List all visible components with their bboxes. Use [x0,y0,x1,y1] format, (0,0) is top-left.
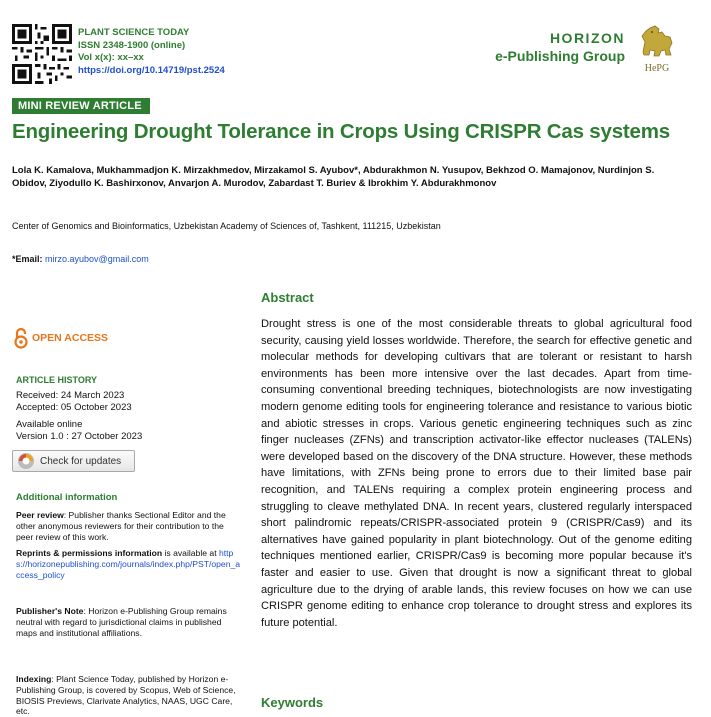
open-access-icon [14,327,28,349]
indexing-text: : Plant Science Today, published by Horizon e-Publishing Group, is covered by Scopus, Web of Science, BIOSIS Previews, Clarivate Analytics, NAAS, UGC Care, etc. [16,674,236,717]
abstract-heading: Abstract [261,290,314,305]
publisher-note [16,606,242,638]
check-updates-icon [17,452,35,470]
keywords-heading: Keywords [261,695,324,710]
article-title: Engineering Drought Tolerance in Crops Using CRISPR Cas systems [12,120,670,143]
qr-code [12,24,72,84]
peer-review-label: Peer review [16,510,64,520]
publisher-logo [637,22,677,72]
publisher-name [495,30,625,64]
publisher-line1: HORIZON [549,30,625,46]
corresponding-email [12,254,149,264]
reprints-text: is available at [162,548,219,558]
email-label: *Email: [12,254,43,264]
article-history [16,390,142,443]
publisher-note-label: Publisher's Note [16,606,84,616]
indexing-label: Indexing [16,674,52,684]
reprints-link[interactable]: https://horizonepublishing.com/journals/index.php/PST/open_access_policy [16,548,241,580]
journal-name: PLANT SCIENCE TODAY [78,27,190,38]
received-date: Received: 24 March 2023 [16,390,125,401]
article-history-heading: ARTICLE HISTORY [16,375,98,385]
open-access-label: OPEN ACCESS [32,332,109,344]
version-date: Version 1.0 : 27 October 2023 [16,431,143,442]
publisher-line2: e-Publishing Group [495,48,625,64]
doi-link[interactable]: https://doi.org/10.14719/pst.2524 [78,64,225,76]
reprints-label: Reprints & permissions information [16,548,163,558]
peer-review-note [16,510,242,542]
journal-issn: ISSN 2348-1900 (online) [78,39,186,51]
email-link[interactable]: mirzo.ayubov@gmail.com [45,254,149,264]
logo-text: HePG [644,63,670,74]
author-list: Lola K. Kamalova, Mukhammadjon K. Mirzakhmedov, Mirzakamol S. Ayubov*, Abdurakhmon N. Yusupov, Bekhzod O. Mamajonov, Nurdinjon S. Obidov, Ziyodullo K. Bashirxonov, Anvarjon A. Murodov, Zabardast T. Buriev & Ibrokhim Y. Abdurakhmonov [12,165,655,189]
article-type-badge: MINI REVIEW ARTICLE [12,98,150,114]
peer-review-text: : Publisher thanks Sectional Editor and the other anonymous reviewers for their contribution to the peer review of this work. [16,510,226,542]
open-access-tag [14,327,108,349]
lion-icon [637,22,677,60]
additional-info-heading: Additional information [16,492,118,503]
journal-info [78,27,225,77]
journal-volume: Vol x(x): xx–xx [78,52,144,63]
reprints-note [16,548,242,580]
check-for-updates-button[interactable] [12,450,135,472]
check-updates-label: Check for updates [40,455,122,467]
affiliation: Center of Genomics and Bioinformatics, Uzbekistan Academy of Sciences of, Tashkent, 111215, Uzbekistan [12,221,441,231]
publisher-note-text: : Horizon e-Publishing Group remains neutral with regard to jurisdictional claims in published maps and institutional affiliations. [16,606,227,638]
abstract-text: Drought stress is one of the most considerable threats to global agricultural food security, causing yield losses worldwide. Therefore, the search for effective genetic and molecular methods for developing cultivars that are tolerant or resistant to harsh environments has been more intensive over the last decades. Apart from time-consuming conventional breeding techniques, biotechnologists are now investigating modern genome editing tools for engineering tolerance and resistance to various biotic and abiotic stresses in crops. Various genetic engineering techniques such as zinc finger nucleases (ZFNs) and transcription activator-like effector nucleases (TALENs) were developed based on the discovery of the DNA structure. However, these methods have limitations, with ZFNs being prone to errors due to their limited base pair recognition, and TALENs requiring a complex protein engineering process and struggling to cleave methylated DNA. In recent years, clustered regularly interspaced short palindromic repeats/CRISPR-associated protein 9 (CRISPR/Cas9) and its alternatives have gained popularity in plant biotechnology. Out of the genome editing techniques mentioned earlier, CRISPR/Cas9 is becoming more popular because it's faster and easier to use. Given that drought is now a significant threat to global agriculture due to the drying of arable lands, this review focuses on how we can use CRISPR genome editing to enhance crop tolerance to drought stress and explores its future potential. [261,318,692,629]
available-online: Available online [16,419,83,430]
accepted-date: Accepted: 05 October 2023 [16,402,132,413]
